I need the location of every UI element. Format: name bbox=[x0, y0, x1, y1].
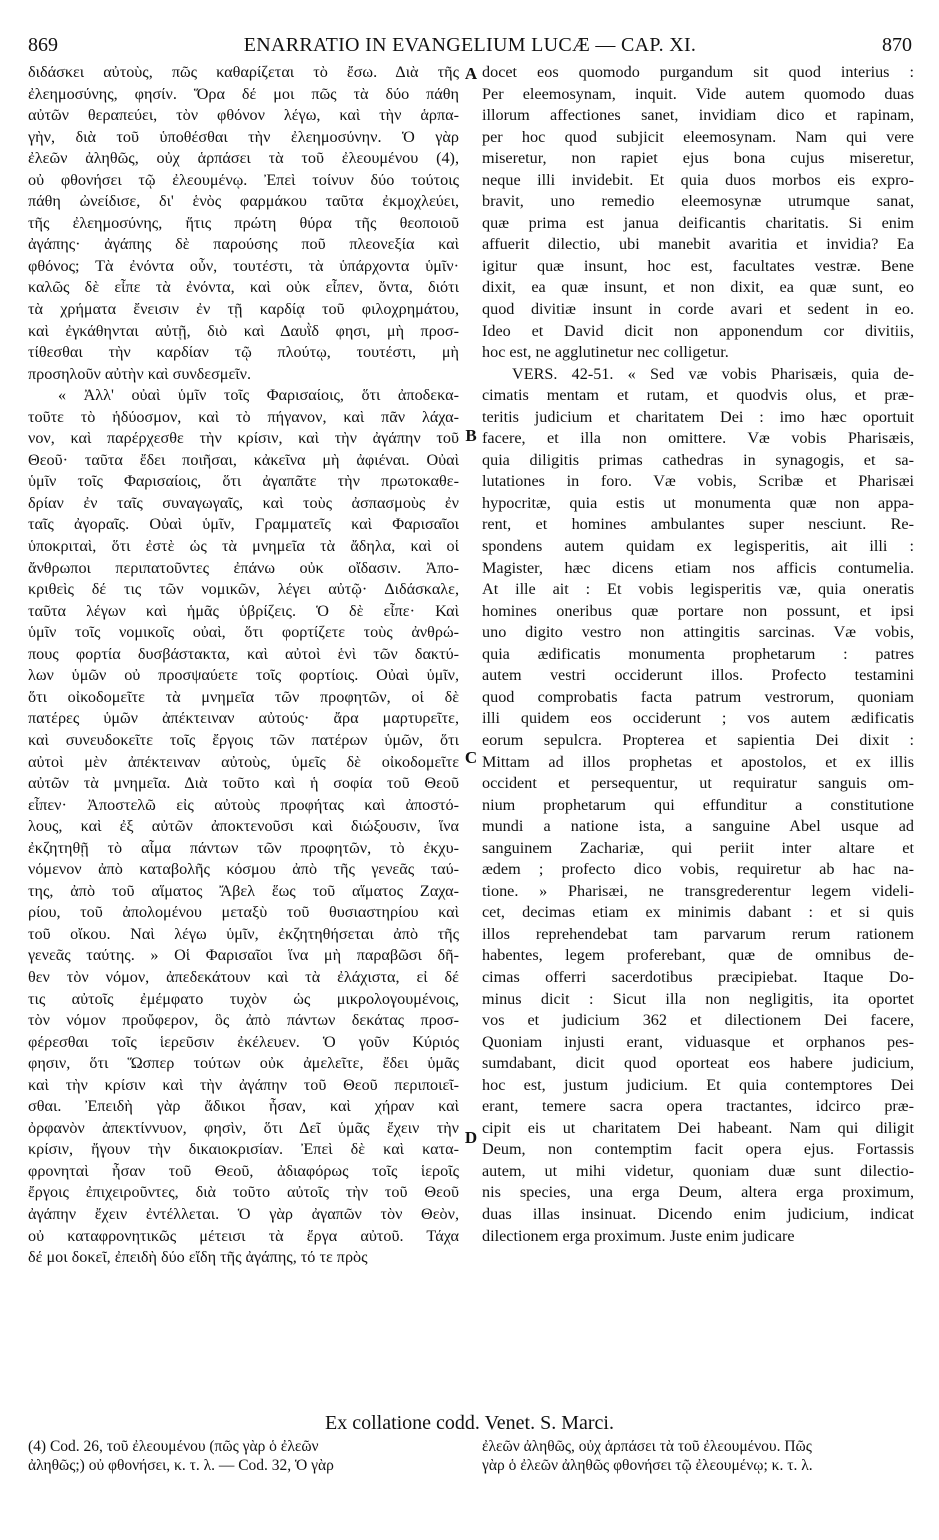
latin-line: affuerit dilectio, ubi manebit avaritia et invidia? Ea bbox=[482, 235, 914, 254]
footnote-line: γὰρ ὁ ἐλεῶν ἀληθῶς φθονήσει τῷ ἐλεουμένῳ; κ. τ. λ. bbox=[482, 1457, 813, 1474]
greek-line: ἐλεημοσύνης, φησίν. Ὅρα δέ μοι πῶς τὰ δύο πάθη bbox=[28, 84, 459, 103]
latin-line: uno digito vestro non attingitis sarcinas. Væ vobis, bbox=[482, 623, 914, 642]
latin-line: autem vestri occiderunt illos. Profecto testamini bbox=[482, 666, 914, 685]
latin-line: quia diligitis primas cathedras in synagogis, et sa- bbox=[482, 450, 914, 469]
greek-line: νόμενον ἀπὸ καταβολῆς κόσμου ἀπὸ τῆς γενεᾶς ταύ- bbox=[28, 860, 459, 879]
latin-line: eorum sepulcra. Propterea et sapientia Dei dixit : bbox=[482, 730, 914, 749]
latin-line: Ideo et David dicit non apponendum cor divitiis, bbox=[482, 321, 914, 340]
greek-text-column bbox=[28, 62, 459, 1269]
greek-line: τὸν νόμον προὔφερον, ὃς ἀπὸ πάντων δεκάτας προσ- bbox=[28, 1011, 459, 1030]
latin-text-column bbox=[482, 62, 914, 1247]
latin-line: Mittam ad illos prophetas et apostolos, et ex illis bbox=[482, 752, 914, 771]
latin-line: dilectionem erga proximum. Juste enim judicare bbox=[482, 1226, 795, 1245]
greek-line: αὐτῶν θεραπεύει, τὸν φθόνον λέγω, καὶ τὴν ἁρπα- bbox=[28, 106, 459, 125]
latin-line: dixit, ea quæ insunt, et non dixit, ea quæ sunt, eo bbox=[482, 278, 914, 297]
greek-line: καὶ τὴν κρίσιν καὶ τὴν ἀγάπην τοῦ Θεοῦ περιποιεῖ- bbox=[28, 1075, 459, 1094]
greek-line: γὴν, διὰ τοῦ ὑποθέσθαι τὴν ἐλεημοσύνην. Ὁ γὰρ bbox=[28, 127, 459, 146]
latin-line: Quoniam injusti erant, viduasque et orphanos pes- bbox=[482, 1032, 914, 1051]
footnote-left bbox=[28, 1437, 459, 1475]
greek-line: ὀρφανὸν ἀπεκτίννυον, φησὶν, ὅτι Δεῖ ὑμᾶς ἔχειν τὴν bbox=[28, 1118, 459, 1137]
latin-line: miseretur, non rapiet ejus bona cujus miseretur, bbox=[482, 149, 914, 168]
latin-line: minus dicit : Sicut illa non negligitis, ita oportet bbox=[482, 989, 914, 1008]
greek-line: ἀγάπης· ἀγάπης δὲ παρούσης ποῦ πλεονεξία καὶ bbox=[28, 235, 459, 254]
running-title: ENARRATIO IN EVANGELIUM LUCÆ — CAP. XI. bbox=[243, 34, 697, 56]
greek-line: γενεᾶς ταύτης. » Οἱ Φαρισαῖοι ἵνα μὴ παραβῶσι δῆ- bbox=[28, 946, 459, 965]
margin-letter-c: C bbox=[464, 748, 478, 767]
greek-line: ὑμῖν τοῖς νομικοῖς οὐαὶ, ὅτι φορτίζετε τοὺς ἀνθρώ- bbox=[28, 623, 459, 642]
greek-line: καὶ συνευδοκεῖτε τοῖς ἔργοις τῶν πατέρων ὑμῶν, ὅτι bbox=[28, 730, 459, 749]
latin-line: nium prophetarum qui effunditur a constitutione bbox=[482, 795, 914, 814]
latin-line: cet, decimas etiam ex minimis dabant : et si quis bbox=[482, 903, 914, 922]
latin-line: mundi a natione ista, a sanguine Abel usque ad bbox=[482, 817, 914, 836]
greek-line: αὐτῶν τὰ μνημεῖα. Διὰ τοῦτο καὶ ἡ σοφία τοῦ Θεοῦ bbox=[28, 774, 459, 793]
latin-line: bravit, uno remedio eleemosynæ utrumque sanat, bbox=[482, 192, 914, 211]
latin-line: facere, et illa non omittere. Væ vobis Pharisæis, bbox=[482, 429, 914, 448]
greek-line: φρονηταὶ ἦσαν τοῦ Θεοῦ, ἀδιαφόρως τοῖς ἱεροῖς bbox=[28, 1161, 459, 1180]
latin-line: Magister, hæc dicens etiam nos afficis contumelia. bbox=[482, 558, 914, 577]
greek-line: τις αὐτοῖς ἐμέμφατο τυχὸν ὡς μικρολογουμένοις, bbox=[28, 989, 459, 1008]
greek-line: ἐλεῶν ἀληθῶς, οὐχ ἁρπάσει τὰ τοῦ ἐλεουμένου (4), bbox=[28, 149, 459, 168]
greek-line: ἀγάπην ἔχειν ἐντέλλεται. Ὁ γὰρ ἀγαπῶν τὸν Θεὸν, bbox=[28, 1204, 459, 1223]
greek-line: κρίσιν, ἤγουν τὴν δικαιοκρισίαν. Ἐπεὶ δὲ καὶ κατα- bbox=[28, 1140, 459, 1159]
page-header bbox=[28, 34, 912, 58]
footnote-line: (4) Cod. 26, τοῦ ἐλεουμένου (πῶς γὰρ ὁ ἐλεῶν bbox=[28, 1438, 319, 1455]
latin-line: cipit eis ut charitatem Dei habeant. Nam qui diligit bbox=[482, 1118, 914, 1137]
greek-line: ταῖς ἀγοραῖς. Οὐαὶ ὑμῖν, Γραμματεῖς καὶ Φαρισαῖοι bbox=[28, 515, 459, 534]
greek-line: καλῶς δὲ εἶπε τὰ ἐνόντα, καὶ οὐκ εἶπεν, ὄντα, διότι bbox=[28, 278, 459, 297]
latin-line: quod comprobatis facta patrum vestrorum, quoniam bbox=[482, 687, 914, 706]
latin-line: illorum affectiones sanet, invidiam dico et rapinam, bbox=[482, 106, 914, 125]
latin-line: ædem ; profecto dico vobis, requiretur ab hac na- bbox=[482, 860, 914, 879]
latin-line: igitur quæ insunt, hoc est, facultates vestræ. Bene bbox=[482, 256, 914, 275]
latin-line: At ille ait : Et vobis legisperitis væ, quia oneratis bbox=[482, 580, 914, 599]
greek-line: οὐ φθονήσει τῷ ἐλεουμένῳ. Ἐπεὶ τοίνυν δύο τούτοις bbox=[28, 170, 459, 189]
latin-line: quæ prima est janua deificantis charitatis. Si enim bbox=[482, 213, 914, 232]
greek-line: πάθη ὠνείδισε, δι' ἑνὸς φαρμάκου ταῦτα ἐκμοχλεύει, bbox=[28, 192, 459, 211]
greek-line: ρίου, τοῦ ἀπολομένου μεταξὺ τοῦ θυσιαστηρίου καὶ bbox=[28, 903, 459, 922]
latin-line: nis species, una erga Deum, altera erga proximum, bbox=[482, 1183, 914, 1202]
greek-line: ὑποκριταὶ, ὅτι ἐστὲ ὡς τὰ μνημεῖα τὰ ἄδηλα, καὶ οἱ bbox=[28, 537, 459, 556]
greek-line: καὶ ἐγκάθηνται αὐτῇ, διὸ καὶ Δαυῒδ φησι, μὴ προσ- bbox=[28, 321, 459, 340]
latin-line: erant, temere sacra opera tractantes, idcirco præ- bbox=[482, 1097, 914, 1116]
greek-line: τὰ χρήματα ἔνεισιν ἐν τῇ καρδίᾳ τοῦ φιλοχρημάτου, bbox=[28, 300, 459, 319]
greek-line: θεν τὸν νόμον, ἀπεδεκάτουν καὶ τὰ ἐλάχιστα, εἰ δέ bbox=[28, 967, 459, 986]
latin-line: homines oneribus quæ portare non possunt, et ipsi bbox=[482, 601, 914, 620]
greek-line: ἐκζητηθῇ τὸ αἷμα πάντων τῶν προφητῶν, τὸ ἐκχυ- bbox=[28, 838, 459, 857]
greek-line: φησιν, ὅτι Ὥσπερ τούτων οὐκ ἀμελεῖτε, ἔδει ὑμᾶς bbox=[28, 1054, 459, 1073]
greek-line: ἄνθρωποι περιπατοῦντες ἐπάνω οὐκ οἴδασιν. Ἀπο- bbox=[28, 558, 459, 577]
footnote-right bbox=[482, 1437, 914, 1475]
latin-line: tione. » Pharisæi, ne transgrederentur legem videli- bbox=[482, 881, 914, 900]
page-number-right: 870 bbox=[882, 34, 912, 56]
latin-line: spondens autem quidam ex legisperitis, ait illi : bbox=[482, 537, 914, 556]
greek-line: ὑμῖν τοῖς Φαρισαίοις, ὅτι ἀγαπᾶτε τὴν πρωτοκαθε- bbox=[28, 472, 459, 491]
latin-line: neque illi invidebit. Et quia duos morbos eis expro- bbox=[482, 170, 914, 189]
greek-line: πους φορτία δυσβάστακτα, καὶ αὐτοὶ ἑνὶ τῶν δακτύ- bbox=[28, 644, 459, 663]
greek-line: εἶπεν· Ἀποστελῶ εἰς αὐτοὺς προφήτας καὶ ἀποστό- bbox=[28, 795, 459, 814]
latin-line: duas illas insinuat. Dicendo enim judicium, indicat bbox=[482, 1204, 914, 1223]
greek-line: λους, καὶ ἐξ αὐτῶν ἀποκτενοῦσι καὶ διώξουσιν, ἵνα bbox=[28, 817, 459, 836]
greek-line: λων ὑμῶν οὐ προσψαύετε τοῖς φορτίοις. Οὐαὶ ὑμῖν, bbox=[28, 666, 459, 685]
footnote-line: ἐλεῶν ἀληθῶς, οὐχ ἁρπάσει τὰ τοῦ ἐλεουμένου. Πῶς bbox=[482, 1438, 812, 1455]
latin-line: VERS. 42-51. « Sed væ vobis Pharisæis, quia de- bbox=[512, 364, 914, 383]
margin-letter-a: A bbox=[464, 64, 478, 83]
collation-title: Ex collatione codd. Venet. S. Marci. bbox=[324, 1412, 614, 1434]
greek-line: κριθεὶς δέ τις τῶν νομικῶν, λέγει αὐτῷ· Διδάσκαλε, bbox=[28, 580, 459, 599]
greek-line: διδάσκει αὐτοὺς, πῶς καθαρίζεται τὸ ἔσω. Διὰ τῆς bbox=[28, 63, 459, 81]
greek-line: προσηλοῦν αὐτὴν καὶ συνδεσμεῖν. bbox=[28, 364, 251, 383]
greek-line: φέρεσθαι τοῖς ἱερεῦσιν ἐκέλευεν. Ὁ γοῦν Κύριός bbox=[28, 1032, 459, 1051]
latin-line: Deum, non contemptim facit opera ejus. Fortassis bbox=[482, 1140, 914, 1159]
greek-line: νον, καὶ παρέρχεσθε τὴν κρίσιν, καὶ τὴν ἀγάπην τοῦ bbox=[28, 429, 459, 448]
latin-line: docet eos quomodo purgandum sit quod interius : bbox=[482, 63, 914, 81]
latin-line: hoc est, justum judicium. Et quia contemptores Dei bbox=[482, 1075, 914, 1094]
greek-line: τίθεσθαι τὴν καρδίαν τῷ πλούτῳ, τουτέστι, μὴ bbox=[28, 343, 459, 362]
latin-line: illi quidem eos occiderunt ; vos autem ædificatis bbox=[482, 709, 914, 728]
margin-letter-b: B bbox=[465, 426, 477, 445]
greek-line: δέ μοι δοκεῖ, ἐπειδὴ δύο εἴδη τῆς ἀγάπης, τό τε πρὸς bbox=[28, 1248, 368, 1267]
greek-line: της, ἀπὸ τοῦ αἵματος Ἄβελ ἕως τοῦ αἵματος Ζαχα- bbox=[28, 881, 459, 900]
latin-line: vos et judicium 362 et dilectionem Dei facere, bbox=[482, 1011, 914, 1030]
greek-line: οὐ καταφρονητικῶς μέτεισι τὰ ἔργα αὐτοῦ. Τάχα bbox=[28, 1226, 459, 1245]
latin-line: cimatis mentam et rutam, et quodvis olus, et præ- bbox=[482, 386, 914, 405]
latin-line: per hoc quod subjicit eleemosynam. Nam qui vere bbox=[482, 127, 914, 146]
latin-line: illos reprehendebat tam parvarum rerum rationem bbox=[482, 924, 914, 943]
greek-line: τῆς ἐλεημοσύνης, ἥτις πρώτη θύρα τῆς θεοποιοῦ bbox=[28, 213, 459, 232]
latin-line: sumdabant, dicit quod oporteat eos habere judicium, bbox=[482, 1054, 914, 1073]
latin-line: rent, et homines ambulantes super nesciunt. Re- bbox=[482, 515, 914, 534]
margin-letter-d: D bbox=[464, 1128, 478, 1147]
latin-line: teritis judicium et charitatem Dei : imo hæc oportuit bbox=[482, 407, 914, 426]
greek-line: σθαι. Ἐπειδὴ γὰρ ἄδικοι ἦσαν, καὶ χήραν καὶ bbox=[28, 1097, 459, 1116]
greek-line: ὅτι οἰκοδομεῖτε τὰ μνημεῖα τῶν προφητῶν, οἱ δὲ bbox=[28, 687, 459, 706]
latin-line: occident et persequentur, ut requiratur sanguis om- bbox=[482, 774, 914, 793]
greek-line: τοῦτε τὸ ἡδύοσμον, καὶ τὸ πήγανον, καὶ πᾶν λάχα- bbox=[28, 407, 459, 426]
greek-line: φθόνος; Τὰ ἐνόντα οὖν, τουτέστι, τὰ ὑπάρχοντα ὑμῖν· bbox=[28, 256, 459, 275]
latin-line: sanguinem Zachariæ, qui periit inter altare et bbox=[482, 838, 914, 857]
latin-line: cimas offerri sacerdotibus præcipiebat. Itaque Do- bbox=[482, 967, 914, 986]
footnote-line: ἀληθῶς;) οὐ φθονήσει, κ. τ. λ. — Cod. 32, Ὁ γὰρ bbox=[28, 1457, 334, 1474]
greek-line: τοῦ οἴκου. Ναὶ λέγω ὑμῖν, ἐκζητηθήσεται ἀπὸ τῆς bbox=[28, 924, 459, 943]
greek-line: πατέρες ὑμῶν ἀπέκτειναν αὐτούς· ἄρα μαρτυρεῖτε, bbox=[28, 709, 459, 728]
greek-line: ταῦτα λέγων καὶ ἡμᾶς ὑβρίζεις. Ὁ δὲ εἶπε· Καὶ bbox=[28, 601, 459, 620]
latin-line: habentes, legem proferebant, quæ de omnibus de- bbox=[482, 946, 914, 965]
greek-line: « Ἀλλ' οὐαὶ ὑμῖν τοῖς Φαρισαίοις, ὅτι ἀποδεκα- bbox=[58, 386, 459, 405]
latin-line: lutationes in foro. Væ vobis, Scribæ et Pharisæi bbox=[482, 472, 914, 491]
greek-line: δρίαν ἐν ταῖς συναγωγαῖς, καὶ τοὺς ἀσπασμοὺς ἐν bbox=[28, 493, 459, 512]
latin-line: autem, ut mihi videtur, quoniam duæ sunt dilectio- bbox=[482, 1161, 914, 1180]
latin-line: quod divitiæ insunt in corde avari et sedent in eo. bbox=[482, 300, 914, 319]
latin-line: hypocritæ, quia estis ut monumenta quæ non appa- bbox=[482, 493, 914, 512]
greek-line: Θεοῦ· ταῦτα ἔδει ποιῆσαι, κἀκεῖνα μὴ ἀφιέναι. Οὐαὶ bbox=[28, 450, 459, 469]
latin-line: quia ædificatis monumenta prophetarum : patres bbox=[482, 644, 914, 663]
latin-line: Per eleemosynam, inquit. Vide autem quomodo duas bbox=[482, 84, 914, 103]
latin-line: hoc est, ne agglutinetur nec colligetur. bbox=[482, 343, 729, 362]
page-number-left: 869 bbox=[28, 34, 58, 56]
greek-line: ἔργοις ἐπιχειροῦντες, διὰ τοῦτο αὐτοῖς τὴν τοῦ Θεοῦ bbox=[28, 1183, 459, 1202]
greek-line: αὐτοὶ μὲν ἀπέκτειναν αὐτοὺς, ὑμεῖς δὲ οἰκοδομεῖτε bbox=[28, 752, 459, 771]
